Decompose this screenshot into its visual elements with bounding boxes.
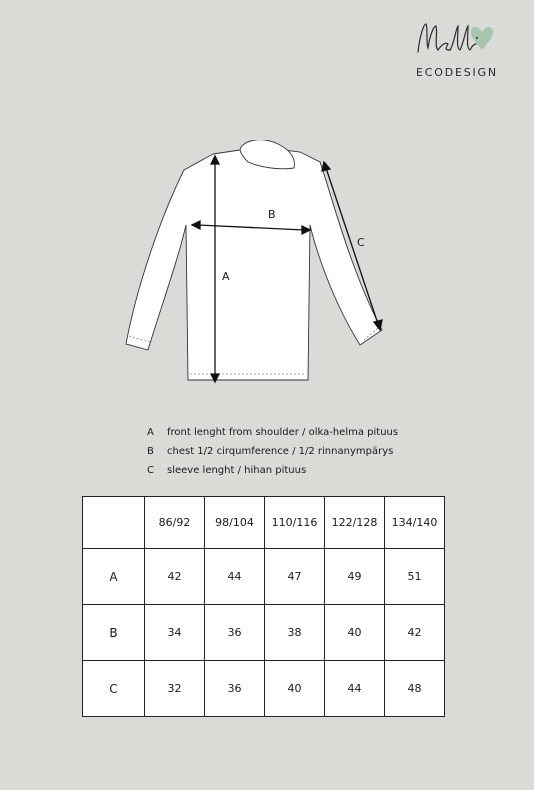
row-label: B: [83, 605, 145, 661]
hoodie-outline: [126, 140, 382, 380]
size-header: 122/128: [325, 497, 385, 549]
table-cell: 34: [145, 605, 205, 661]
table-row: [83, 661, 445, 717]
diagram-label-b: B: [268, 208, 276, 221]
legend-item: [147, 423, 398, 442]
table-cell: 49: [325, 549, 385, 605]
row-label: C: [83, 661, 145, 717]
hoodie-body: [126, 148, 382, 380]
legend-key: B: [147, 446, 154, 457]
table-cell: 42: [145, 549, 205, 605]
legend-key: C: [147, 465, 154, 476]
legend-text: front lenght from shoulder / olka-helma pituus: [167, 427, 399, 438]
diagram-label-a: A: [222, 270, 230, 283]
legend-key: A: [147, 427, 154, 438]
legend-text: sleeve lenght / hihan pituus: [167, 465, 307, 476]
table-header-row: [83, 497, 445, 549]
table-cell: 48: [385, 661, 445, 717]
size-header: 98/104: [205, 497, 265, 549]
row-label: A: [83, 549, 145, 605]
table-cell: 32: [145, 661, 205, 717]
table-cell: 40: [325, 605, 385, 661]
size-header: 134/140: [385, 497, 445, 549]
measurement-legend: [147, 423, 398, 480]
size-table: [82, 496, 445, 717]
table-cell: 51: [385, 549, 445, 605]
script-letters: [418, 24, 476, 52]
table-cell: 40: [265, 661, 325, 717]
table-cell: 36: [205, 661, 265, 717]
brand-logo: [412, 14, 522, 84]
table-cell: 44: [205, 549, 265, 605]
table-cell: 42: [385, 605, 445, 661]
size-header: 110/116: [265, 497, 325, 549]
heart-icon: [471, 27, 493, 50]
legend-text: chest 1/2 cirqumference / 1/2 rinnanympärys: [167, 446, 394, 457]
table-cell: 44: [325, 661, 385, 717]
table-cell: 38: [265, 605, 325, 661]
table-cell: 47: [265, 549, 325, 605]
legend-item: [147, 461, 398, 480]
legend-item: [147, 442, 398, 461]
logo-script-mark: [412, 14, 522, 64]
arrow-icon: [322, 162, 330, 171]
size-header: 86/92: [145, 497, 205, 549]
logo-tagline: ECODESIGN: [416, 66, 498, 79]
script-dot: [476, 37, 478, 39]
table-cell: 36: [205, 605, 265, 661]
table-row: [83, 605, 445, 661]
table-corner-cell: [83, 497, 145, 549]
hoodie-measurement-diagram: [120, 140, 400, 390]
table-row: [83, 549, 445, 605]
diagram-label-c: C: [357, 236, 365, 249]
